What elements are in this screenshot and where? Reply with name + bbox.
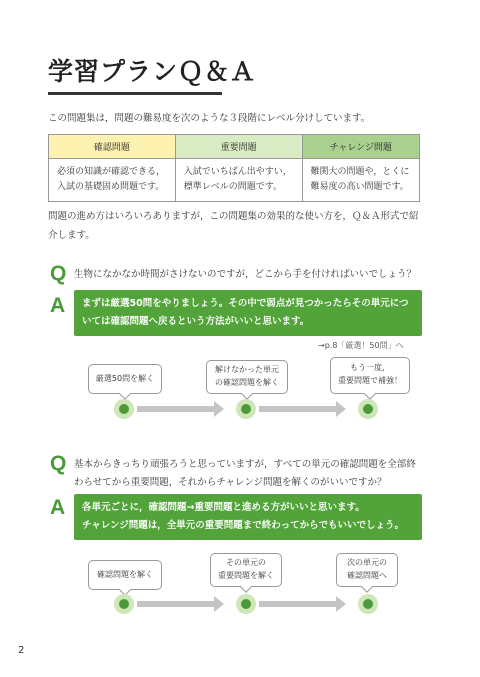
answer-mark-2: A (50, 496, 66, 519)
flow-1-step-2 (206, 360, 288, 394)
level-header-3: チャレンジ問題 (302, 135, 419, 159)
question-2-line2: わらせてから重要問題，それからチャレンジ問題を解くのがいいですか？ (74, 477, 387, 488)
level-header-2: 重要問題 (175, 135, 302, 159)
flow-2-step-1 (88, 560, 162, 590)
answer-mark-1: A (50, 294, 66, 317)
answer-2-line1: 各単元ごとに，確認問題→重要問題と進める方がいいと思います。 (82, 502, 365, 513)
level-desc-3-line2: 難易度の高い問題です。 (310, 182, 409, 192)
flow-1-step-2-line1: 解けなかった単元 (215, 365, 279, 374)
level-desc-3 (302, 159, 419, 202)
flow-1-arrow-1 (137, 406, 215, 412)
flow-2-step-2-line2: 重要問題を解く (218, 571, 274, 580)
flow-2-step-1-label: 確認問題を解く (97, 570, 153, 579)
flow-1-step-1-label: 厳選50問を解く (95, 374, 155, 383)
flow-1-dot-2 (236, 399, 256, 419)
flow-2-dot-1 (114, 594, 134, 614)
answer-2-box (74, 494, 422, 540)
flow-1-step-3-line1: もう一度， (350, 363, 390, 372)
reference-link[interactable]: →p.8「厳選！50問」へ (318, 341, 404, 350)
level-header-1: 確認問題 (49, 135, 176, 159)
flow-2-step-2-line1: その単元の (226, 558, 266, 567)
answer-1-line2: いては確認問題へ戻るという方法がいいと思います。 (82, 316, 310, 327)
page-number: 2 (18, 645, 25, 656)
flow-2-step-2 (210, 553, 282, 587)
usage-paragraph-line2: 介します。 (48, 230, 95, 241)
page-title: 学習プランＱ＆Ａ (48, 57, 257, 86)
levels-header-row (49, 135, 420, 159)
intro-text: この問題集は，問題の難易度を次のような３段階にレベル分けしています。 (48, 113, 371, 124)
flow-1-step-1 (88, 364, 162, 394)
flow-2-dot-3 (358, 594, 378, 614)
usage-paragraph (48, 207, 428, 245)
flow-2-arrow-2 (259, 601, 337, 607)
flow-1-arrow-2 (259, 406, 337, 412)
flow-2-dot-2 (236, 594, 256, 614)
level-desc-1-line1: 必須の知識が確認できる， (57, 167, 166, 177)
flow-2-step-3-line1: 次の単元の (347, 558, 387, 567)
level-desc-1-line2: 入試の基礎固め問題です。 (57, 182, 165, 192)
flow-1-step-3 (330, 357, 410, 394)
flow-1-step-2-line2: の確認問題を解く (215, 378, 279, 387)
question-mark-1: Q (50, 262, 67, 285)
level-desc-2 (175, 159, 302, 202)
answer-1-line1: まずは厳選50問をやりましょう。その中で弱点が見つかったらその単元につ (82, 298, 409, 309)
level-desc-2-line1: 入試でいちばん出やすい， (183, 167, 292, 177)
answer-1-box (74, 290, 422, 336)
usage-paragraph-line1: 問題の進め方はいろいろありますが，この問題集の効果的な使い方を，Ｑ＆Ａ形式で紹 (48, 211, 419, 222)
flow-2-step-3 (336, 553, 398, 587)
question-2-line1: 基本からきっちり頑張ろうと思っていますが，すべての単元の確認問題を全部終 (74, 459, 416, 470)
question-2-text (74, 456, 416, 492)
question-mark-2: Q (50, 452, 67, 475)
level-desc-1 (49, 159, 176, 202)
flow-1-step-3-line2: 重要問題で補強！ (338, 376, 402, 385)
level-desc-3-line1: 難関大の問題や，とくに (310, 167, 410, 177)
levels-table (48, 134, 420, 202)
question-1-text: 生物になかなか時間がさけないのですが，どこから手を付ければいいでしょう？ (74, 269, 417, 280)
answer-2-line2: チャレンジ問題は，全単元の重要問題まで終わってからでもいいでしょう。 (82, 520, 405, 531)
title-underline (48, 92, 222, 95)
flow-2-arrow-1 (137, 601, 215, 607)
flow-1-dot-3 (358, 399, 378, 419)
levels-desc-row (49, 159, 420, 202)
level-desc-2-line2: 標準レベルの問題です。 (183, 182, 283, 192)
flow-1-dot-1 (114, 399, 134, 419)
flow-2-step-3-line2: 確認問題へ (347, 571, 387, 580)
